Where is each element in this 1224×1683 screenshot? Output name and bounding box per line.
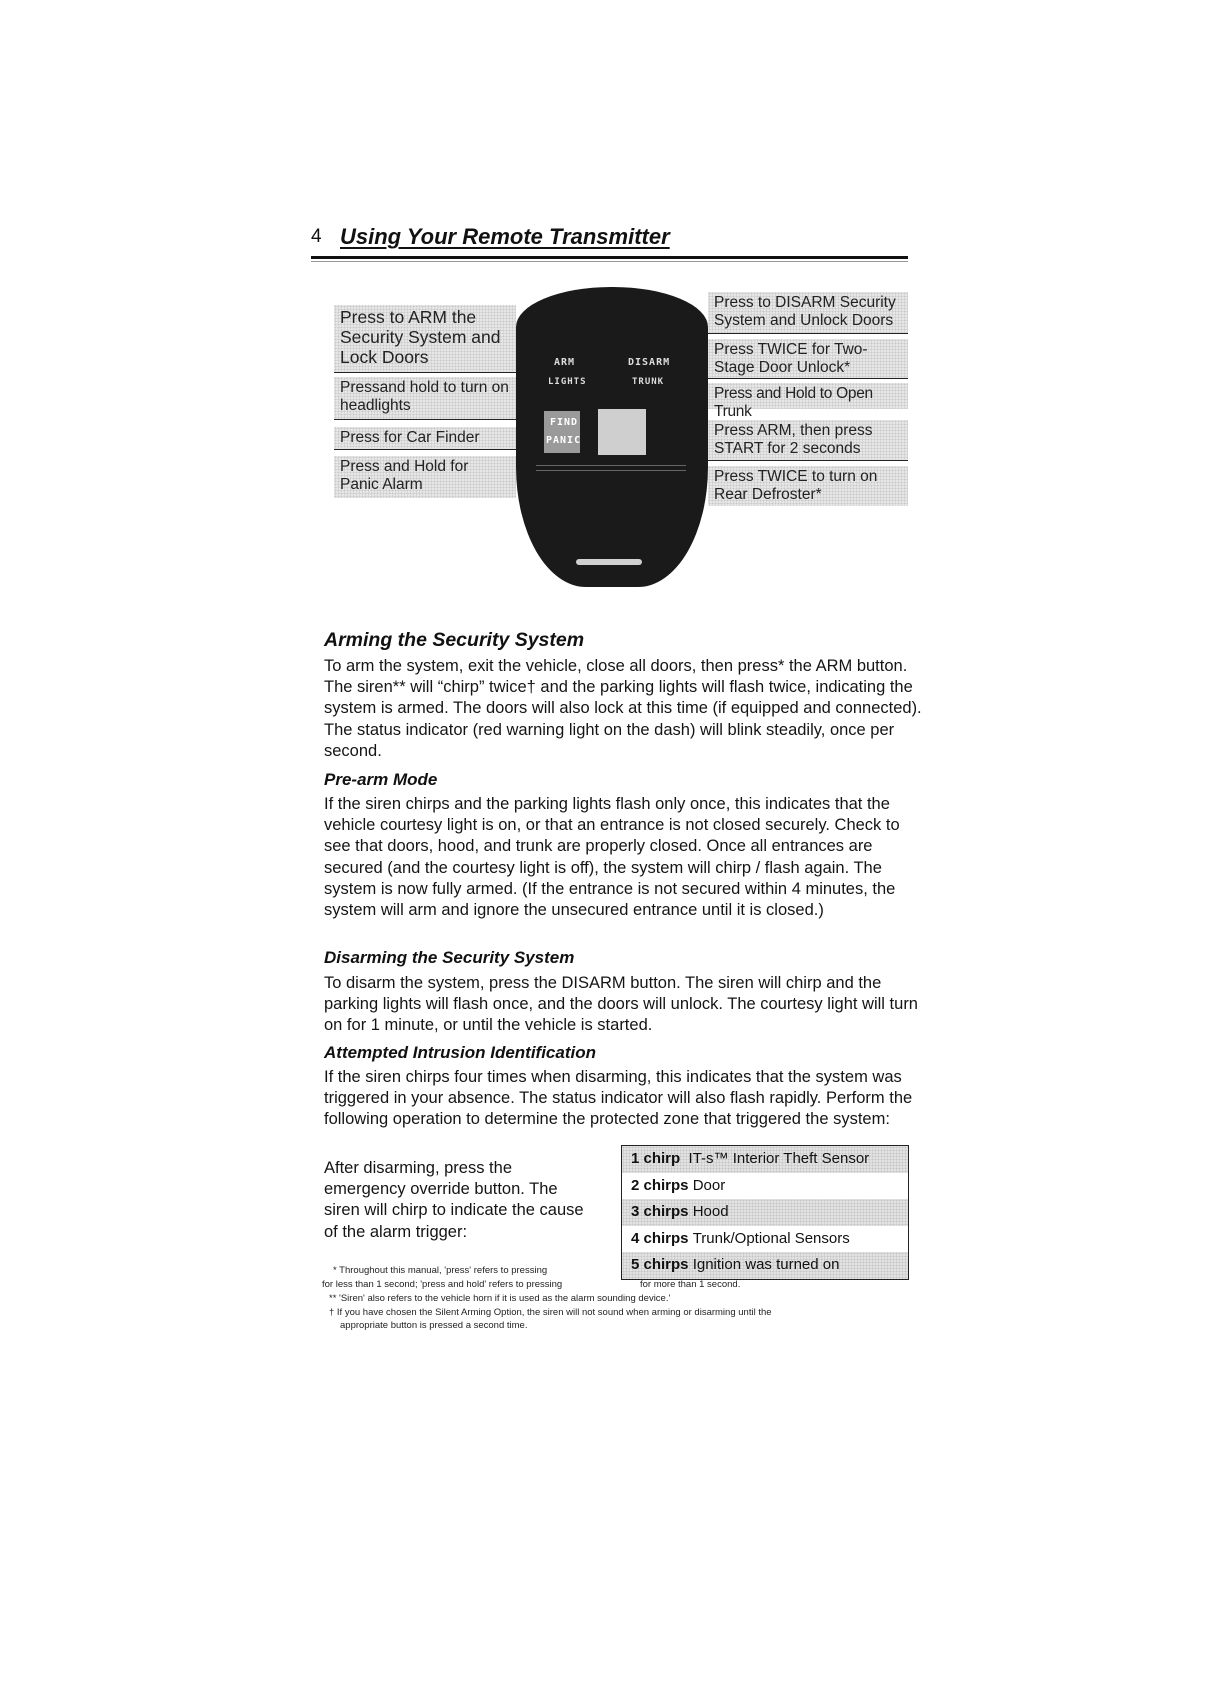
chirp-description: IT-s™ Interior Theft Sensor bbox=[688, 1150, 870, 1167]
chirp-table bbox=[621, 1145, 909, 1280]
remote-start-button bbox=[598, 409, 646, 455]
remote-trunk-label: TRUNK bbox=[632, 377, 665, 387]
chirp-description: Hood bbox=[692, 1203, 729, 1220]
header-rule-thin bbox=[311, 261, 908, 262]
remote-arm-label: ARM bbox=[554, 357, 576, 368]
arming-heading: Arming the Security System bbox=[324, 629, 585, 651]
disarm-heading: Disarming the Security System bbox=[324, 948, 575, 967]
chirp-description: Door bbox=[692, 1176, 726, 1194]
remote-transmitter bbox=[516, 287, 708, 587]
callout-disarm: Press to DISARM Security System and Unlock Doors bbox=[708, 292, 908, 334]
chirp-row bbox=[622, 1173, 908, 1200]
callout-twice-unlock: Press TWICE for Two-Stage Door Unlock* bbox=[708, 339, 908, 379]
page-title: Using Your Remote Transmitter bbox=[340, 224, 670, 249]
remote-line-2 bbox=[536, 470, 686, 471]
footnote-2: ** 'Siren' also refers to the vehicle horn if it is used as the alarm sounding device.' bbox=[329, 1293, 671, 1304]
footnote-1a: * Throughout this manual, 'press' refers to pressing bbox=[333, 1265, 548, 1276]
callout-lights: Pressand hold to turn on headlights bbox=[334, 377, 516, 420]
after-disarming-paragraph: After disarming, press the emergency override button. The siren will chirp to indicate the cause of the alarm trigger: bbox=[324, 1159, 584, 1241]
chirp-row bbox=[622, 1226, 908, 1253]
callout-start: Press ARM, then press START for 2 seconds bbox=[708, 420, 908, 461]
footnote-3a: † If you have chosen the Silent Arming Option, the siren will not sound when arming or disarming until the bbox=[329, 1307, 772, 1318]
callout-trunk: Press and Hold to Open Trunk bbox=[708, 383, 908, 409]
remote-led-slot bbox=[576, 559, 642, 565]
chirp-count: 2 chirps bbox=[631, 1176, 689, 1194]
chirp-row bbox=[622, 1199, 908, 1226]
callout-panic: Press and Hold for Panic Alarm bbox=[334, 456, 516, 498]
remote-disarm-label: DISARM bbox=[628, 357, 671, 368]
callout-arm: Press to ARM the Security System and Lock Doors bbox=[334, 305, 516, 373]
arming-paragraph: To arm the system, exit the vehicle, close all doors, then press* the ARM button. The siren** will “chirp” twice† and the parking lights will flash twice, indicating the system is armed. The doors will also lock at this time (if equipped and connected). The status indicator (red warning light on the dash) will blink steadily, once per second. bbox=[324, 657, 922, 760]
prearm-heading: Pre-arm Mode bbox=[324, 770, 438, 789]
footnote-3b: appropriate button is pressed a second time. bbox=[340, 1320, 528, 1331]
remote-line-1 bbox=[536, 465, 686, 466]
remote-find-label: FIND bbox=[550, 417, 579, 428]
chirp-count: 1 chirp bbox=[631, 1150, 681, 1167]
remote-panic-label: PANIC bbox=[546, 435, 582, 446]
disarm-paragraph: To disarm the system, press the DISARM button. The siren will chirp and the parking lights will flash once, and the doors will unlock. The courtesy light will turn on for 1 minute, or until the vehicle is started. bbox=[324, 974, 918, 1035]
chirp-description: Trunk/Optional Sensors bbox=[692, 1229, 850, 1247]
chirp-count: 5 chirps bbox=[631, 1256, 689, 1273]
chirp-count: 4 chirps bbox=[631, 1229, 689, 1247]
chirp-row bbox=[622, 1146, 908, 1173]
prearm-paragraph: If the siren chirps and the parking lights flash only once, this indicates that the vehicle courtesy light is on, or that an entrance is not closed securely. Check to see that doors, hood, and trunk are properly closed. Once all entrances are secured (and the courtesy light is off), the system will chirp / flash again. The system is now fully armed. (If the entrance is not secured within 4 minutes, the system will arm and ignore the unsecured entrance until it is closed.) bbox=[324, 795, 900, 920]
chirp-description: Ignition was turned on bbox=[692, 1256, 840, 1273]
footnote-1b: for less than 1 second; 'press and hold' refers to pressing bbox=[322, 1279, 563, 1290]
intrusion-paragraph: If the siren chirps four times when disarming, this indicates that the system was triggered in your absence. The status indicator will also flash rapidly. Perform the following operation to determine the protected zone that triggered the system: bbox=[324, 1068, 913, 1129]
chirp-row bbox=[622, 1252, 908, 1279]
chirp-count: 3 chirps bbox=[631, 1203, 689, 1220]
callout-defroster: Press TWICE to turn on Rear Defroster* bbox=[708, 466, 908, 506]
intrusion-heading: Attempted Intrusion Identification bbox=[324, 1043, 596, 1062]
remote-lights-label: LIGHTS bbox=[548, 377, 587, 387]
page-number: 4 bbox=[311, 226, 322, 247]
footnote-1c: for more than 1 second. bbox=[640, 1279, 741, 1290]
remote-find-panic-button bbox=[544, 411, 580, 453]
header-rule bbox=[311, 256, 908, 259]
callout-finder: Press for Car Finder bbox=[334, 427, 516, 450]
